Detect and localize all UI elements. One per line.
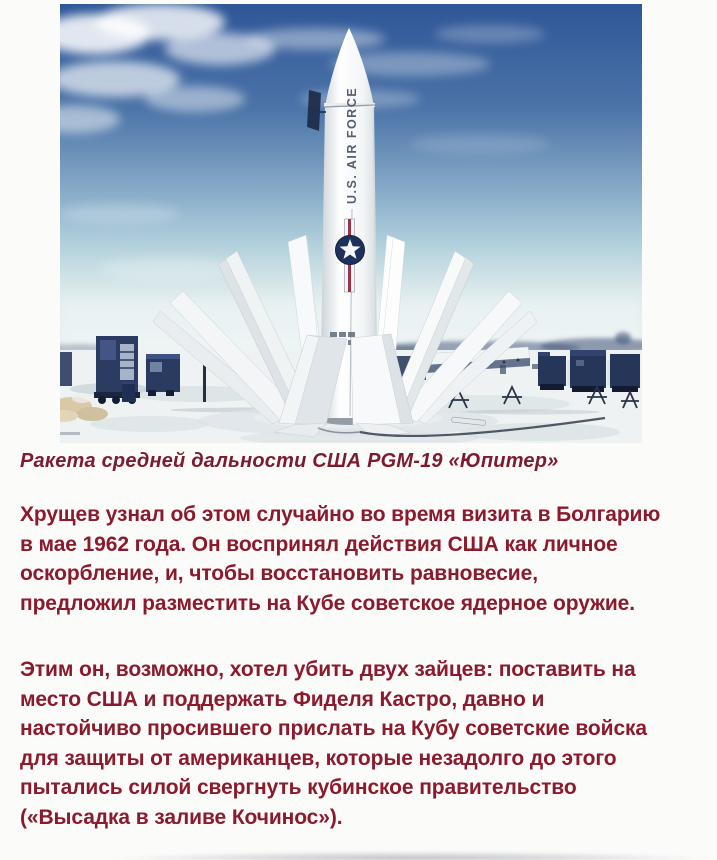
- rocket-marking-text: U.S. AIR FORCE: [345, 86, 359, 204]
- body-line: для защиты от американцев, которые незадолго до этого: [20, 746, 617, 770]
- body-line: настойчиво просившего прислать на Кубу советские войска: [20, 717, 648, 741]
- body-line: («Высадка в заливе Кочинос»).: [20, 805, 343, 829]
- body-line: место США и поддержать Фиделя Кастро, давно и: [20, 687, 545, 711]
- photo-caption: Ракета средней дальности США PGM-19 «Юпитер»: [20, 450, 559, 472]
- umbilical-equipment: [307, 90, 321, 131]
- body-line: Хрущев узнал об этом случайно во время визита в Болгарию: [20, 503, 661, 526]
- box-truck: [146, 354, 180, 396]
- bottom-edge-shadow: [110, 851, 710, 860]
- paragraph-2: [20, 655, 717, 833]
- missile-photo: [60, 4, 642, 443]
- body-line: предложил разместить на Кубе советское ядерное оружие.: [20, 591, 635, 615]
- body-line: оскорбление, и, чтобы восстановить равновесие,: [20, 562, 538, 586]
- missile-photo-illustration: [60, 4, 642, 443]
- body-line: Этим он, возможно, хотел убить двух зайцев: поставить на: [20, 658, 636, 681]
- paragraph-1: [20, 500, 717, 618]
- body-line: пытались силой свергнуть кубинское правительство: [20, 776, 577, 800]
- storage-bin: [122, 382, 135, 402]
- body-line: в мае 1962 года. Он воспринял действия США как личное: [20, 532, 618, 556]
